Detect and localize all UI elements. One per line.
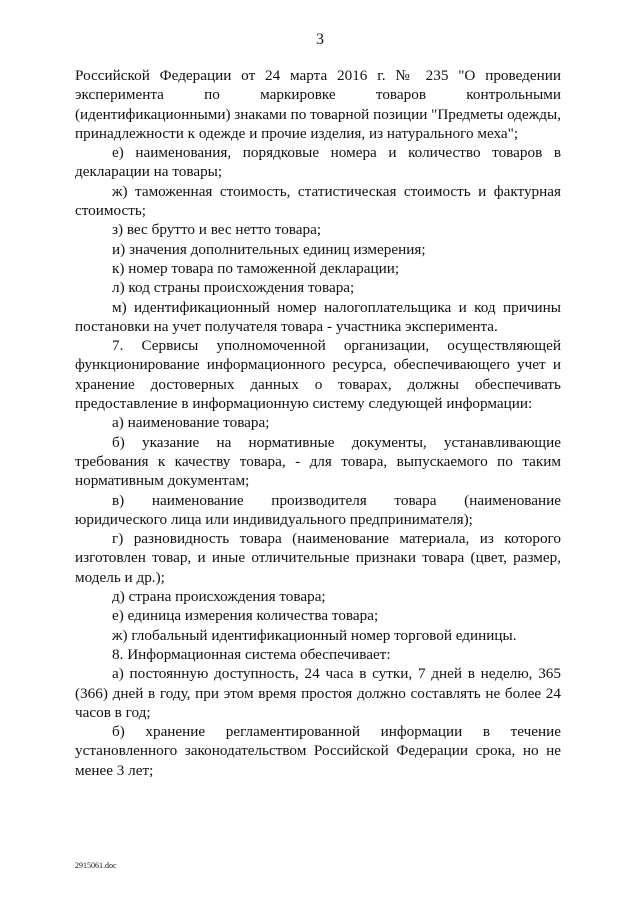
paragraph-item-zh2: ж) глобальный идентификационный номер торговой единицы. [112,626,517,644]
paragraph-item-a2: а) постоянную доступность, 24 часа в сутки, 7 дней в неделю, 365 (366) дней в году, при этом время простоя должно составлять не более 24 часов в год; [75,665,561,721]
paragraph-section-8: 8. Информационная система обеспечивает: [112,645,391,663]
page-number: 3 [316,31,324,48]
paragraph-item-m: м) идентификационный номер налогоплательщика и код причины постановки на учет получателя товара - участника эксперимента. [75,298,561,335]
document-body [75,66,561,780]
paragraph-item-z: з) вес брутто и вес нетто товара; [112,221,322,239]
paragraph-item-e: е) наименования, порядковые номера и количество товаров в декларации на товары; [75,144,561,181]
paragraph-item-v: в) наименование производителя товара (наименование юридического лица или индивидуального предпринимателя); [75,491,561,528]
paragraph-section-7: 7. Сервисы уполномоченной организации, осуществляющей функционирование информационного ресурса, обеспечивающего учет и хранение достоверных данных о товарах, должны обеспечивать предоставление в информационную систему следующей информации: [75,337,561,413]
footer-file-name: 2915061.doc [75,861,117,870]
paragraph-item-zh: ж) таможенная стоимость, статистическая стоимость и фактурная стоимость; [75,182,561,220]
paragraph-item-e2: е) единица измерения количества товара; [112,607,379,625]
paragraph-item-d: д) страна происхождения товара; [112,588,326,606]
paragraph-item-k: к) номер товара по таможенной декларации; [112,259,400,277]
paragraph-item-a: а) наименование товара; [112,414,270,432]
paragraph-continuation: Российской Федерации от 24 марта 2016 г. № 235 "О проведении эксперимента по маркировке товаров контрольными (идентификационными) знаками по товарной позиции "Предметы одежды, принадлежности к одежде и прочие изделия, из натурального меха"; [75,67,561,142]
paragraph-item-b2: б) хранение регламентированной информации в течение установленного законодательством Российской Федерации срока, но не менее 3 лет; [75,723,561,779]
paragraph-item-l: л) код страны происхождения товара; [112,279,355,297]
paragraph-item-g: г) разновидность товара (наименование материала, из которого изготовлен товар, и иные отличительные признаки товара (цвет, размер, модель и др.); [75,530,561,586]
paragraph-item-b: б) указание на нормативные документы, устанавливающие требования к качеству товара, - для товара, выпускаемого по таким нормативным документам; [75,433,561,490]
paragraph-item-i: и) значения дополнительных единиц измерения; [112,240,426,258]
